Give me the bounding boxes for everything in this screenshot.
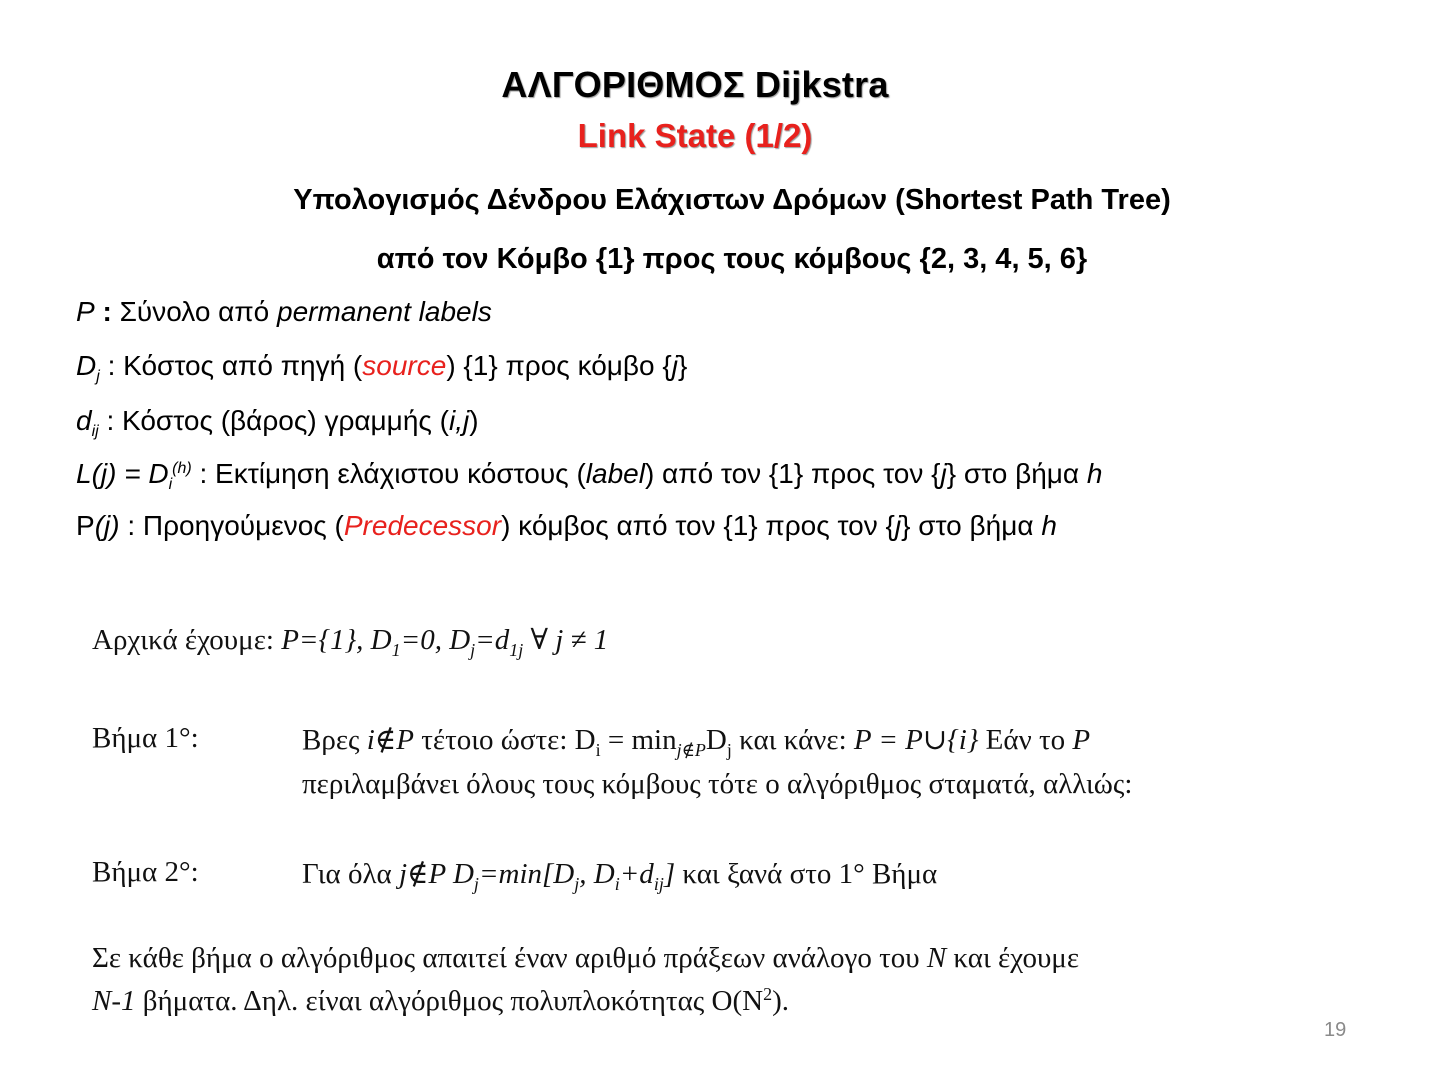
pj-jj: j bbox=[894, 510, 902, 541]
step2-a7: και ξανά στο 1° Βήμα bbox=[675, 858, 938, 890]
step2-a2: j∉P D bbox=[399, 858, 474, 890]
dij-ij: i,j bbox=[449, 405, 470, 436]
dj-text-2: ) {1} προς κόμβο { bbox=[446, 350, 672, 381]
step1-sub-j: j bbox=[726, 740, 732, 760]
p-text: Σύνολο από bbox=[111, 296, 278, 327]
lj-sub: i bbox=[168, 476, 173, 493]
definition-lj bbox=[76, 458, 1102, 494]
complex-sup: 2 bbox=[763, 984, 773, 1004]
step2-sub-i: i bbox=[614, 874, 620, 894]
complex-a1: Σε κάθε βήμα ο αλγόριθμος απαιτεί έναν αριθμό πράξεων ανάλογο του bbox=[92, 942, 927, 974]
step1-line-a bbox=[302, 722, 1090, 761]
lj-text-1: : Εκτίμηση ελάχιστου κόστους ( bbox=[191, 458, 586, 489]
dj-symbol: D bbox=[76, 350, 97, 381]
pj-text-2: ) κόμβος από τον {1} προς τον { bbox=[501, 510, 895, 541]
init-line bbox=[92, 622, 608, 661]
step1-label: Βήμα 1°: bbox=[92, 722, 199, 754]
dij-text-2: ) bbox=[469, 405, 479, 436]
dj-sub: j bbox=[96, 368, 100, 385]
step2-label: Βήμα 2°: bbox=[92, 856, 199, 888]
definition-dj bbox=[76, 350, 687, 386]
pj-h: h bbox=[1041, 510, 1057, 541]
complex-a2: και έχουμε bbox=[946, 942, 1080, 974]
page-number: 19 bbox=[1324, 1019, 1347, 1041]
complex-b3: ). bbox=[772, 985, 789, 1017]
pj-j: (j) bbox=[94, 510, 120, 541]
step2-a5: +d bbox=[619, 858, 654, 890]
dij-sub: ij bbox=[91, 423, 99, 440]
complex-b1: N-1 bbox=[92, 985, 136, 1017]
step1-a5: D bbox=[705, 724, 727, 756]
definition-p bbox=[76, 296, 492, 328]
p-symbol: P bbox=[76, 296, 95, 327]
dj-text-1: : Κόστος από πηγή ( bbox=[99, 350, 363, 381]
step2-sub-ij: ij bbox=[653, 874, 664, 894]
step1-a2: i∉P bbox=[366, 724, 414, 756]
step2-line bbox=[302, 856, 937, 895]
complex-n: N bbox=[926, 942, 947, 974]
step2-a4: , D bbox=[579, 858, 615, 890]
step1-sub-i: i bbox=[595, 740, 601, 760]
step1-a9: P bbox=[1072, 724, 1091, 756]
step1-a4: = min bbox=[600, 724, 677, 756]
pj-text-1: : Προηγούμενος ( bbox=[119, 510, 344, 541]
init-sub-1: 1 bbox=[391, 640, 401, 660]
complexity-line-a bbox=[92, 942, 1079, 975]
step2-a6: ] bbox=[663, 858, 676, 890]
pj-text-3: } στο βήμα bbox=[901, 510, 1042, 541]
complexity-line-b bbox=[92, 984, 789, 1018]
init-mid: =0, D bbox=[400, 624, 471, 656]
definition-dij bbox=[76, 405, 479, 441]
step2-sub-j: j bbox=[473, 874, 479, 894]
dj-text-3: } bbox=[677, 350, 688, 381]
step1-a1: Βρες bbox=[302, 724, 367, 756]
dij-symbol: d bbox=[76, 405, 92, 436]
step1-sub-min: j∉P bbox=[676, 740, 706, 760]
step2-a3: =min[D bbox=[478, 858, 575, 890]
init-p: P={1}, D bbox=[281, 624, 392, 656]
lj-sup: (h) bbox=[172, 460, 192, 477]
step2-a1: Για όλα bbox=[302, 858, 399, 890]
init-prefix: Αρχικά έχουμε: bbox=[92, 624, 282, 656]
p-colon: : bbox=[94, 296, 112, 327]
step2-sub-j2: j bbox=[574, 874, 580, 894]
step1-line-b: περιλαμβάνει όλους τους κόμβους τότε ο αλγόριθμος σταματά, αλλιώς: bbox=[302, 768, 1133, 800]
algorithm-scan bbox=[92, 610, 1332, 1030]
heading-line-1: Υπολογισμός Δένδρου Ελάχιστων Δρόμων (Shortest Path Tree) bbox=[293, 184, 1171, 216]
init-sub-1j: 1j bbox=[509, 640, 524, 660]
step1-a3: τέτοιο ώστε: D bbox=[413, 724, 596, 756]
lj-h: h bbox=[1086, 458, 1103, 489]
lj-text-2: ) από τον {1} προς τον { bbox=[644, 458, 941, 489]
lj-symbol: L(j) = D bbox=[76, 458, 169, 489]
p-text-italic: permanent labels bbox=[277, 296, 492, 327]
step1-a8: Εάν το bbox=[978, 724, 1073, 756]
pj-p: P bbox=[76, 510, 95, 541]
slide-title: ΑΛΓΟΡΙΘΜΟΣ Dijkstra bbox=[501, 64, 889, 105]
step1-a6: και κάνε: bbox=[731, 724, 854, 756]
complex-b2: βήματα. Δηλ. είναι αλγόριθμος πολυπλοκότητας O(N bbox=[135, 985, 764, 1017]
lj-label: label bbox=[585, 458, 645, 489]
slide-subtitle: Link State (1/2) bbox=[577, 117, 813, 154]
init-sub-j: j bbox=[470, 640, 476, 660]
lj-text-3: } στο βήμα bbox=[946, 458, 1087, 489]
dj-source: source bbox=[362, 350, 447, 381]
init-eq: =d bbox=[475, 624, 510, 656]
definition-pj bbox=[76, 510, 1057, 542]
step1-a7: P = P∪{i} bbox=[853, 724, 979, 756]
heading-line-2: από τον Κόμβο {1} προς τους κόμβους {2, 3, 4, 5, 6} bbox=[376, 243, 1088, 275]
dij-text-1: : Κόστος (βάρος) γραμμής ( bbox=[98, 405, 449, 436]
pj-predecessor: Predecessor bbox=[343, 510, 502, 541]
dj-j: j bbox=[671, 350, 678, 381]
lj-j: j bbox=[940, 458, 947, 489]
init-forall: ∀ j ≠ 1 bbox=[523, 624, 609, 656]
